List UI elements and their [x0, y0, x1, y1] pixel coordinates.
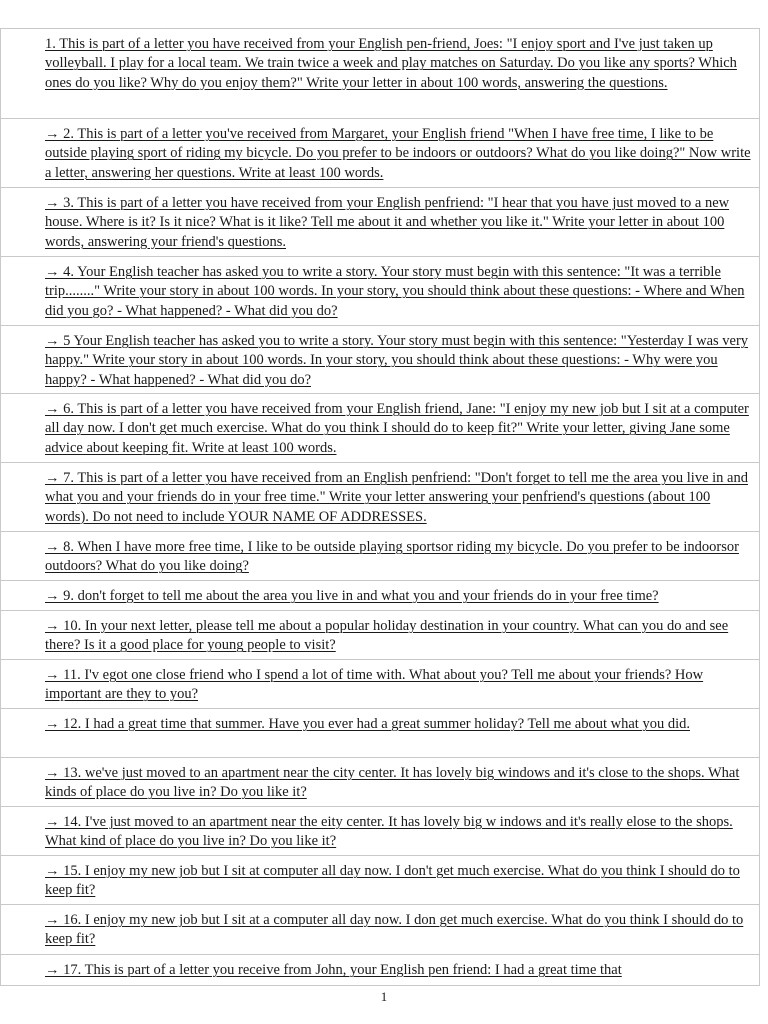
writing-prompt-15: → 15. I enjoy my new job but I sit at computer all day now. I don't get much exercise. What do you think I should do to keep fit?	[45, 863, 740, 899]
page-number: 1	[380, 989, 388, 1004]
writing-prompt-10: → 10. In your next letter, please tell me about a popular holiday destination in your country. What can you do and see there? Is it a good place for young people to visit?	[45, 618, 729, 654]
prompt-table	[0, 28, 760, 986]
writing-prompt-12: → 12. I had a great time that summer. Have you ever had a great summer holiday? Tell me about what you did.	[45, 716, 690, 732]
writing-prompt-9: → 9. don't forget to tell me about the area you live in and what you and your friends do in your free time?	[45, 588, 659, 604]
table-row	[1, 904, 759, 954]
table-row	[1, 757, 759, 806]
writing-prompt-7: → 7. This is part of a letter you have received from an English penfriend: "Don't forget to tell me the area you live in and what you and your friends do in your free time." Write your letter answering your penfriend's questions (about 100 words). Do not need to include YOUR NAME OF ADDRESSES.	[45, 470, 748, 525]
table-row	[1, 855, 759, 904]
writing-prompt-13: → 13. we've just moved to an apartment near the city center. It has lovely big windows and it's close to the shops. What kinds of place do you live in? Do you like it?	[45, 765, 740, 801]
table-row	[1, 29, 759, 118]
table-row	[1, 118, 759, 187]
table-row	[1, 462, 759, 531]
writing-prompt-2: → 2. This is part of a letter you've received from Margaret, your English friend "When I have free time, I like to be outside playing sport of riding my bicycle. Do you prefer to be indoors or outdoors? What do you like doing?" Now write a letter, answering her questions. Write at least 100 words.	[45, 126, 751, 181]
table-row	[1, 659, 759, 708]
table-row	[1, 325, 759, 393]
table-row	[1, 393, 759, 462]
writing-prompt-14: → 14. I've just moved to an apartment near the eity center. It has lovely big w indows and it's really elose to the shops. What kind of place do you live in? Do you like it?	[45, 814, 733, 850]
writing-prompt-1: 1. This is part of a letter you have received from your English pen-friend, Joes: "I enjoy sport and I've just taken up volleyball. I play for a local team. We train twice a week and play matches on Saturday. Do you like any sports? Which ones do you like? Why do you enjoy them?" Write your letter in about 100 words, answering the questions.	[45, 36, 737, 91]
writing-prompt-17: → 17. This is part of a letter you receive from John, your English pen friend: I had a great time that	[45, 962, 622, 978]
writing-prompt-16: → 16. I enjoy my new job but I sit at a computer all day now. I don get much exercise. What do you think I should do to keep fit?	[45, 912, 744, 948]
table-row	[1, 580, 759, 610]
writing-prompt-8: → 8. When I have more free time, I like to be outside playing sportsor riding my bicycle. Do you prefer to be indoorsor outdoors? What do you like doing?	[45, 539, 739, 575]
writing-prompt-6: → 6. This is part of a letter you have received from your English friend, Jane: "I enjoy my new job but I sit at a computer all day now. I don't get much exercise. What do you think I should do to keep fit?" Write your letter, giving Jane some advice about keeping fit. Write at least 100 words.	[45, 401, 749, 456]
writing-prompt-11: → 11. I'v egot one close friend who I spend a lot of time with. What about you? Tell me about your friends? How important are they to you?	[45, 667, 704, 703]
table-row	[1, 531, 759, 580]
table-row	[1, 610, 759, 659]
table-row	[1, 708, 759, 757]
table-row	[1, 806, 759, 855]
writing-prompt-3: → 3. This is part of a letter you have received from your English penfriend: "I hear that you have just moved to a new house. Where is it? Is it nice? What is it like? Tell me about it and whether you like it." Write your letter in about 100 words, answering your friend's questions.	[45, 195, 730, 250]
table-row	[1, 187, 759, 256]
writing-prompt-4: → 4. Your English teacher has asked you to write a story. Your story must begin with this sentence: "It was a terrible trip........" Write your story in about 100 words. In your story, you should think about these questions: - Where and When did you go? - What happened? - What did you do?	[45, 264, 745, 319]
table-row	[1, 954, 759, 985]
writing-prompt-5: → 5 Your English teacher has asked you to write a story. Your story must begin with this sentence: "Yesterday I was very happy." Write your story in about 100 words. In your story, you should think about these questions: - Why were you happy? - What happened? - What did you do?	[45, 333, 749, 388]
table-row	[1, 256, 759, 325]
